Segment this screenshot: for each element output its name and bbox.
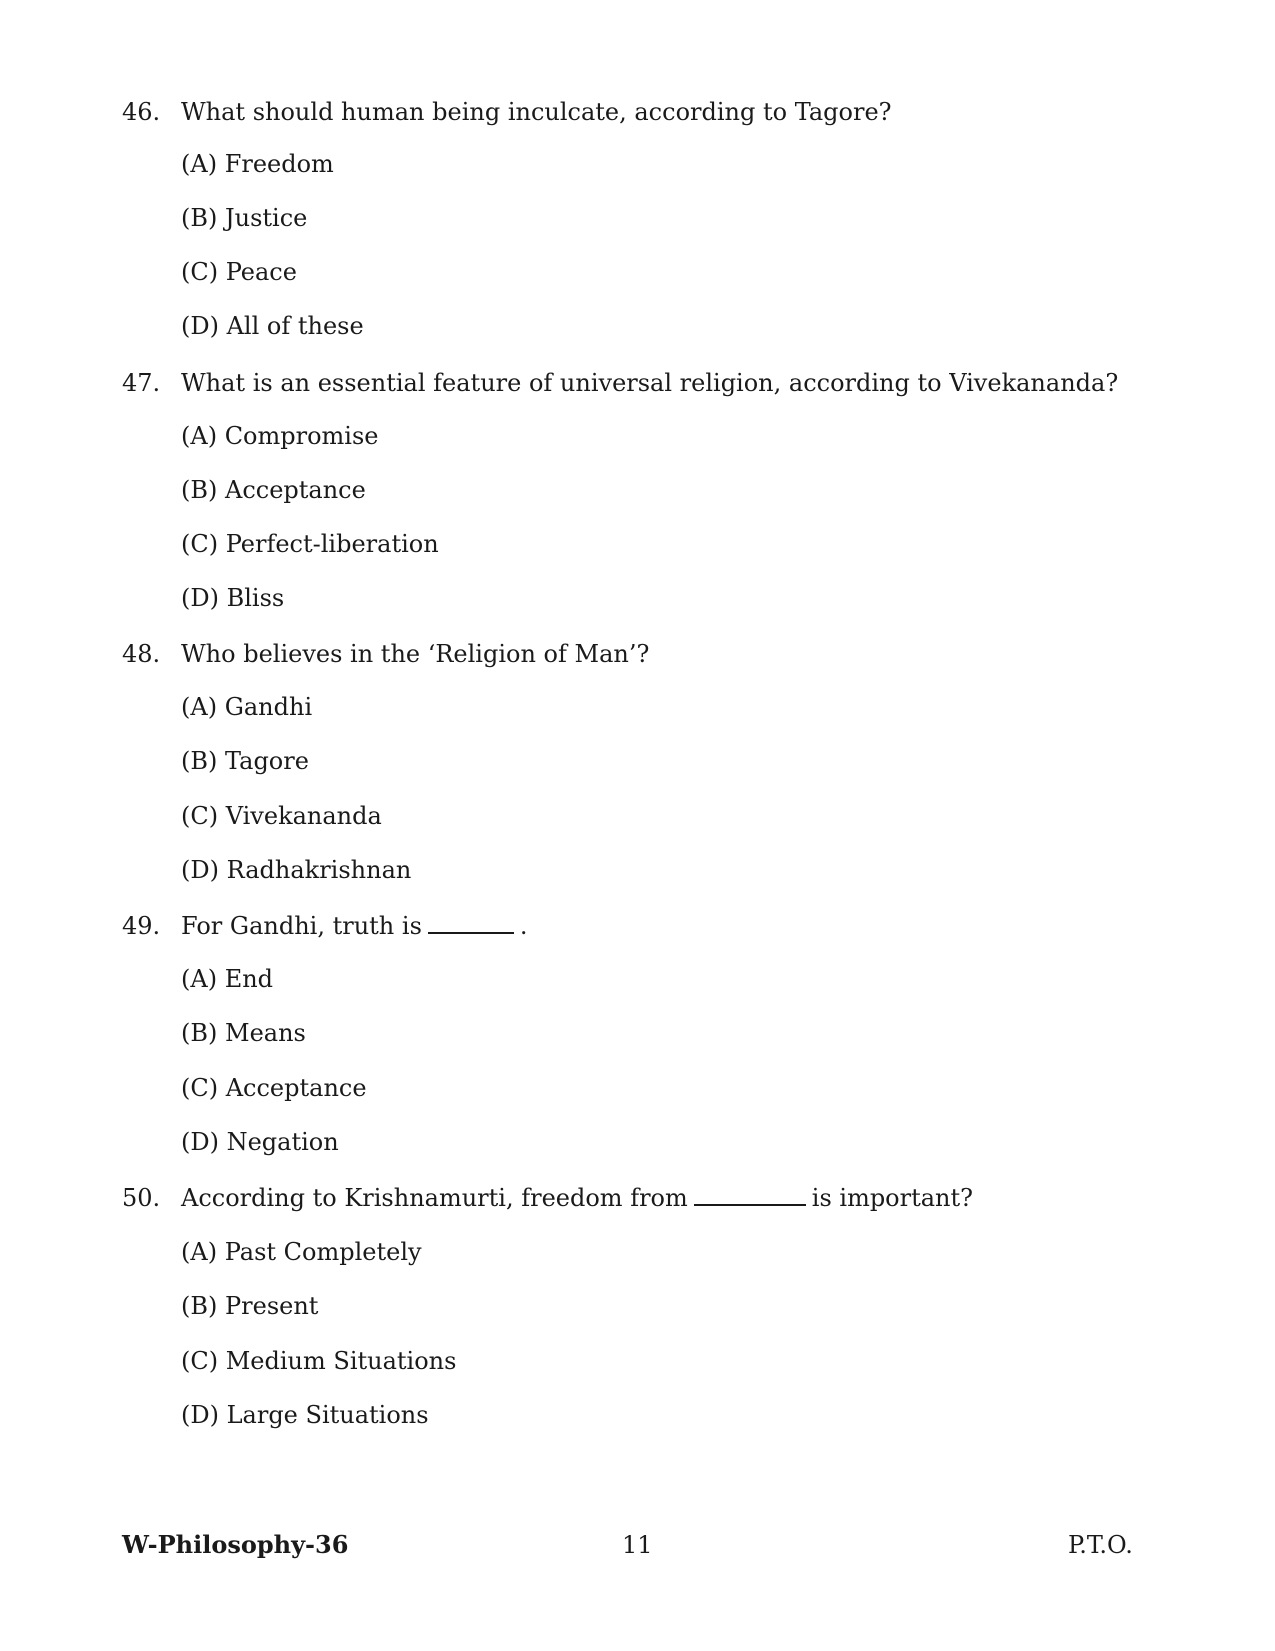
option-46-d: (D) All of these <box>181 312 364 340</box>
option-50-a: (A) Past Completely <box>181 1238 422 1266</box>
option-47-b: (B) Acceptance <box>181 476 366 504</box>
option-48-b: (B) Tagore <box>181 747 309 775</box>
question-number: 47. <box>122 369 161 397</box>
question-text <box>181 1182 973 1214</box>
option-47-d: (D) Bliss <box>181 584 285 612</box>
option-49-c: (C) Acceptance <box>181 1074 367 1102</box>
question-number: 48. <box>122 640 161 668</box>
question-number: 50. <box>122 1184 161 1212</box>
option-50-b: (B) Present <box>181 1292 319 1320</box>
fill-in-blank <box>428 912 514 934</box>
option-49-d: (D) Negation <box>181 1128 339 1156</box>
option-50-c: (C) Medium Situations <box>181 1347 457 1375</box>
option-47-c: (C) Perfect-liberation <box>181 530 439 558</box>
footer-page-number: 11 <box>622 1531 653 1559</box>
question-text: What is an essential feature of universal religion, according to Vivekananda? <box>181 369 1119 397</box>
option-46-c: (C) Peace <box>181 258 297 286</box>
question-text-after-blank: is important? <box>811 1184 974 1212</box>
option-48-d: (D) Radhakrishnan <box>181 856 412 884</box>
footer-paper-code: W-Philosophy-36 <box>122 1530 349 1559</box>
option-49-a: (A) End <box>181 965 274 993</box>
option-48-a: (A) Gandhi <box>181 693 313 721</box>
option-49-b: (B) Means <box>181 1019 306 1047</box>
question-text <box>181 910 528 942</box>
question-number: 46. <box>122 98 161 126</box>
question-text-before-blank: According to Krishnamurti, freedom from <box>181 1184 688 1212</box>
question-text: What should human being inculcate, according to Tagore? <box>181 98 892 126</box>
fill-in-blank <box>694 1184 806 1206</box>
question-text-before-blank: For Gandhi, truth is <box>181 912 422 940</box>
option-46-b: (B) Justice <box>181 204 308 232</box>
option-50-d: (D) Large Situations <box>181 1401 429 1429</box>
option-48-c: (C) Vivekananda <box>181 802 382 830</box>
option-46-a: (A) Freedom <box>181 150 334 178</box>
question-text-after-blank: . <box>519 912 528 940</box>
footer-pto: P.T.O. <box>1068 1531 1133 1559</box>
question-text: Who believes in the ‘Religion of Man’? <box>181 640 650 668</box>
question-number: 49. <box>122 912 161 940</box>
option-47-a: (A) Compromise <box>181 422 379 450</box>
